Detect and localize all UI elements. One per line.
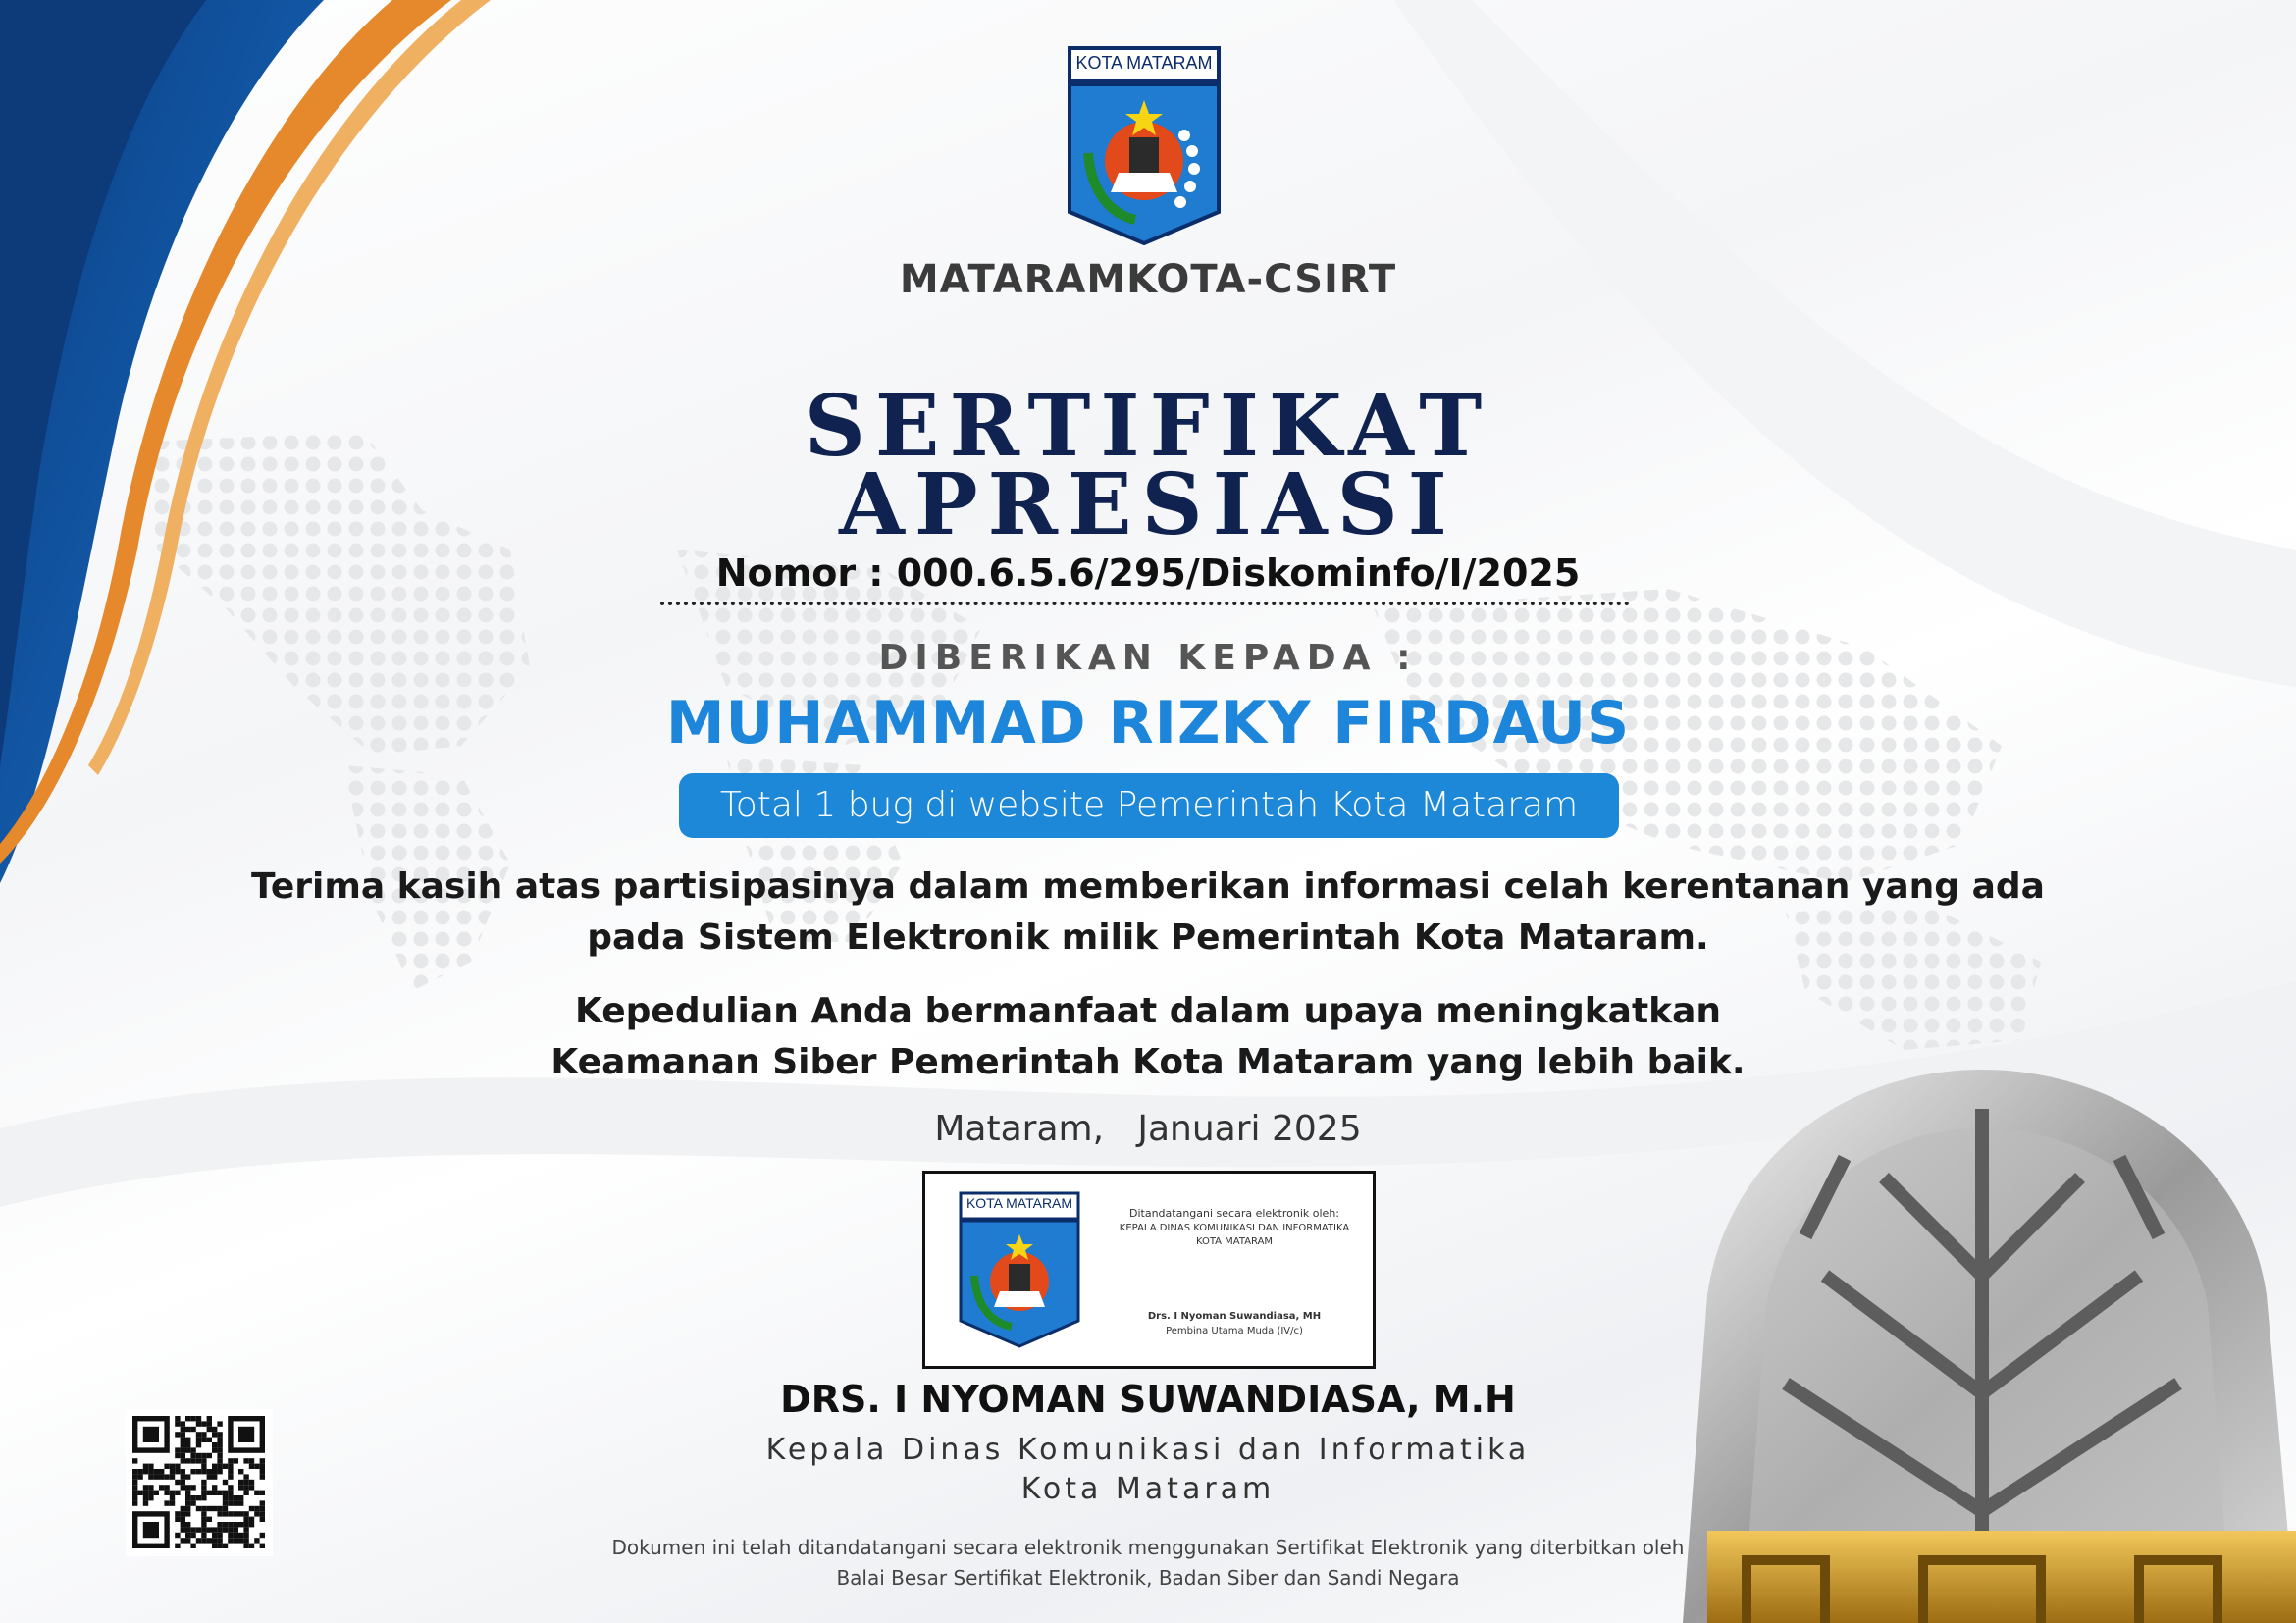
care-text-line1: Kepedulian Anda bermanfaat dalam upaya meningkatkan (574, 991, 1722, 1031)
signer-role-line2: Kota Mataram (1020, 1472, 1276, 1506)
certificate-title-line1: SERTIFIKAT (804, 377, 1492, 476)
thanks-text-line1: Terima kasih atas partisipasinya dalam memberikan informasi celah kerentanan yang ada (251, 866, 2045, 907)
org-name: MATARAMKOTA-CSIRT (899, 257, 1397, 302)
certificate-title-line2: APRESIASI (839, 455, 1457, 554)
care-text-line2: Keamanan Siber Pemerintah Kota Mataram yang lebih baik. (550, 1042, 1746, 1082)
signer-name: DRS. I NYOMAN SUWANDIASA, M.H (780, 1378, 1516, 1421)
given-to-label: DIBERIKAN KEPADA : (878, 638, 1418, 678)
signer-position-line1: KEPALA DINAS KOMUNIKASI DAN INFORMATIKA (1119, 1223, 1350, 1233)
signer-position-line2: KOTA MATARAM (1195, 1236, 1274, 1247)
thanks-text-line2: pada Sistem Elektronik milik Pemerintah Kota Mataram. (587, 917, 1709, 958)
emblem-shield (1067, 45, 1222, 245)
electronic-signature-box (922, 1171, 1376, 1369)
city-emblem (1067, 45, 1222, 245)
signed-by-label: Ditandatangani secara elektronik oleh: (1128, 1207, 1339, 1220)
achievement-badge: Total 1 bug di website Pemerintah Kota Mataram (679, 773, 1619, 838)
certificate-number: Nomor : 000.6.5.6/295/Diskominfo/I/2025 (715, 551, 1581, 595)
footer-note-line2: Balai Besar Sertifikat Elektronik, Badan Siber dan Sandi Negara (836, 1566, 1460, 1590)
signer-role-line1: Kepala Dinas Komunikasi dan Informatika (765, 1433, 1531, 1467)
qr-code (126, 1409, 273, 1556)
signature-emblem-icon (959, 1191, 1080, 1348)
dotted-divider (660, 602, 1630, 605)
emblem-label: KOTA MATARAM (1075, 53, 1213, 73)
signature-signer-name: Drs. I Nyoman Suwandiasa, MH (1147, 1311, 1322, 1322)
signature-signer-rank: Pembina Utama Muda (IV/c) (1166, 1326, 1303, 1336)
signature-emblem-label: KOTA MATARAM (965, 1195, 1073, 1211)
footer-note-line1: Dokumen ini telah ditandatangani secara elektronik menggunakan Sertifikat Elektronik yang diterbitkan oleh (611, 1536, 1685, 1559)
place-date: Mataram, Januari 2025 (934, 1109, 1362, 1149)
recipient-name: MUHAMMAD RIZKY FIRDAUS (665, 689, 1631, 758)
